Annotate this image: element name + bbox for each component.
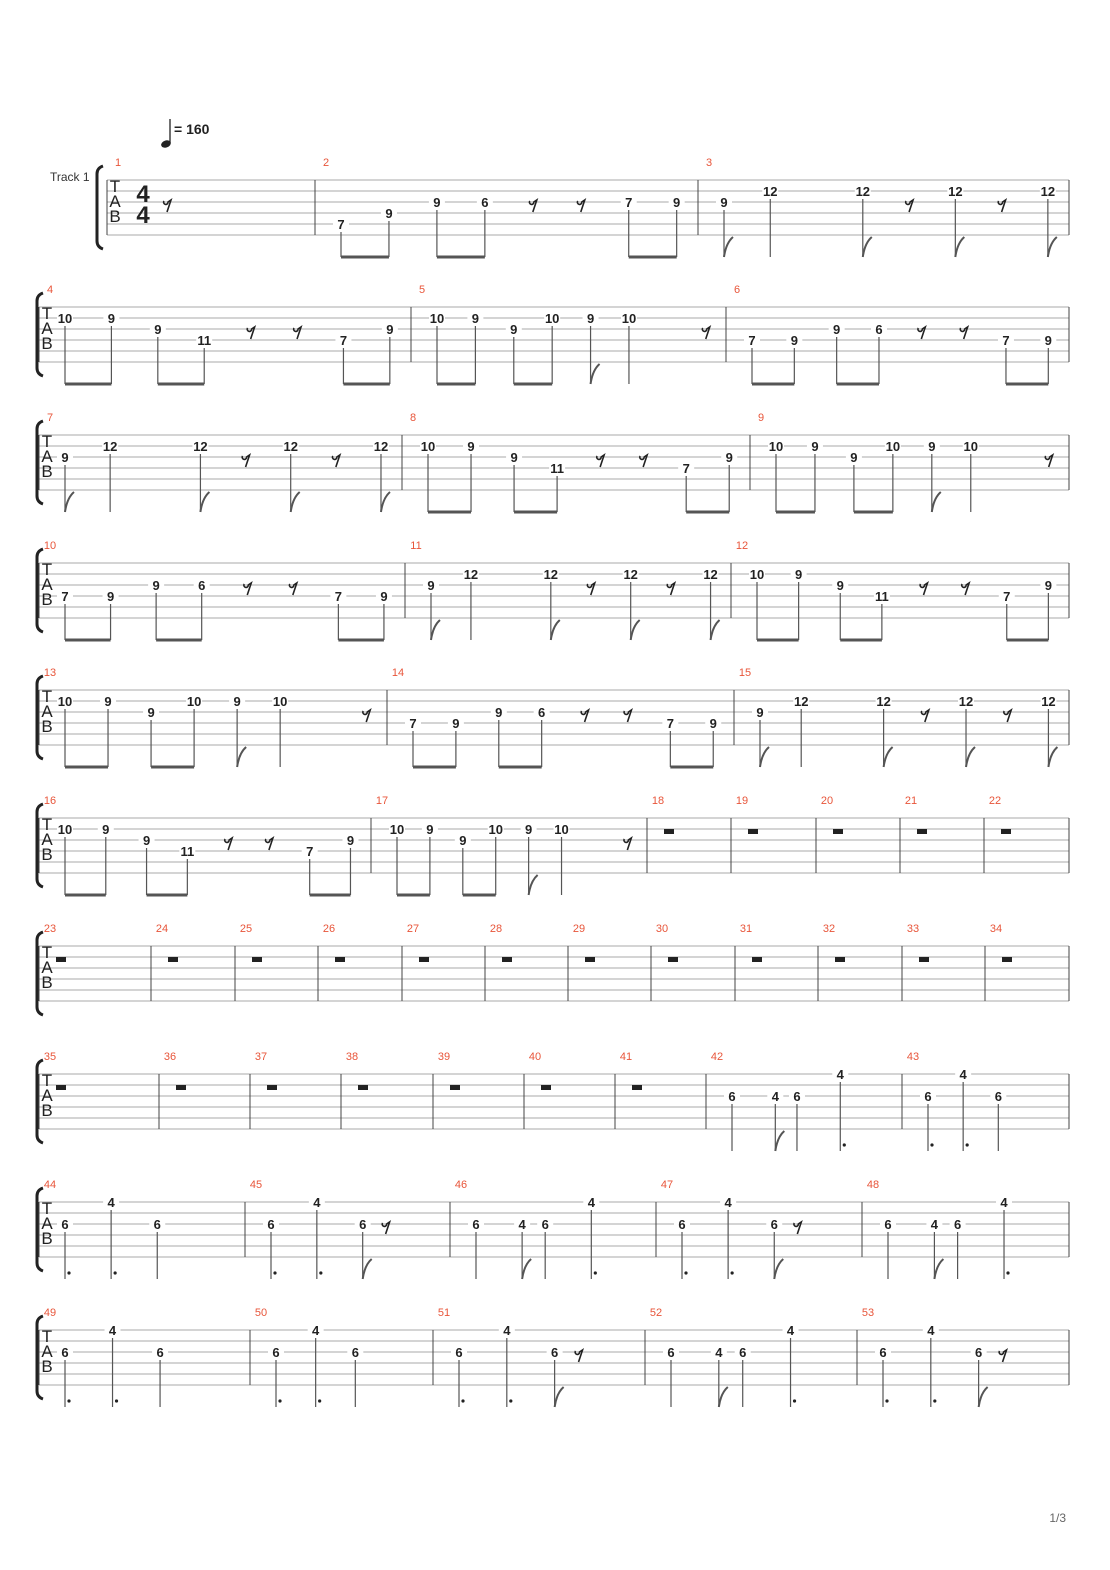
eighth-flag [711, 620, 720, 640]
eighth-flag [200, 492, 209, 512]
fret-number: 9 [346, 833, 355, 848]
tab-clef-letter: B [41, 334, 53, 353]
tab-clef-letter: B [41, 1101, 53, 1120]
fret-number: 12 [373, 439, 389, 454]
duration-dot [885, 1399, 888, 1402]
fret-number: 12 [193, 439, 208, 454]
rest-block [450, 1085, 460, 1090]
fret-number: 6 [770, 1217, 778, 1232]
tab-clef-letter: B [41, 462, 53, 481]
fret-number: 9 [427, 578, 435, 593]
fret-number: 6 [678, 1217, 686, 1232]
fret-number: 10 [420, 439, 436, 454]
fret-number: 10 [749, 567, 765, 582]
fret-number: 10 [272, 694, 288, 709]
measure-number: 51 [437, 1307, 451, 1319]
fret-number: 12 [876, 694, 891, 709]
fret-number: 9 [525, 822, 533, 837]
rest-block [168, 957, 178, 962]
fret-number: 9 [709, 716, 717, 731]
rest-block [585, 957, 595, 962]
measure-number: 43 [906, 1051, 920, 1063]
fret-number: 10 [554, 822, 569, 837]
fret-number: 12 [283, 439, 298, 454]
time-signature-denominator: 4 [136, 202, 150, 229]
system-bracket [97, 166, 103, 249]
measure-number: 28 [489, 923, 503, 935]
measure-number: 49 [43, 1307, 57, 1319]
fret-number: 9 [795, 567, 803, 582]
fret-number: 9 [467, 439, 475, 454]
duration-dot [67, 1271, 70, 1274]
eighth-flag [863, 237, 872, 257]
fret-number: 6 [156, 1345, 164, 1360]
duration-dot [594, 1271, 597, 1274]
eighth-flag [1048, 747, 1057, 767]
fret-number: 6 [541, 1217, 549, 1232]
measure-number: 41 [619, 1051, 633, 1063]
eighth-flag [760, 747, 769, 767]
fret-number: 6 [975, 1345, 983, 1360]
eighth-flag [551, 620, 560, 640]
measure-number: 16 [43, 795, 57, 807]
eighth-flag [381, 492, 390, 512]
fret-number: 10 [963, 439, 978, 454]
fret-number: 6 [61, 1217, 69, 1232]
fret-number: 7 [682, 461, 690, 476]
fret-number: 4 [518, 1217, 526, 1232]
eighth-flag [431, 620, 440, 640]
eighth-flag [291, 492, 300, 512]
eighth-flag [591, 364, 600, 384]
eighth-flag [237, 747, 246, 767]
measure-number: 3 [705, 157, 713, 169]
fret-number: 9 [833, 322, 841, 337]
fret-number: 9 [233, 694, 241, 709]
measure-number: 2 [322, 157, 330, 169]
rest-block [919, 957, 929, 962]
tab-clef-letter: B [41, 590, 53, 609]
duration-dot [966, 1143, 969, 1146]
measure-number: 53 [861, 1307, 875, 1319]
measure-number: 1 [114, 157, 122, 169]
duration-dot [273, 1271, 276, 1274]
eighth-flag [934, 1259, 943, 1279]
eighth-flag [979, 1387, 988, 1407]
fret-number: 9 [836, 578, 844, 593]
duration-dot [461, 1399, 464, 1402]
tab-clef-letter: A [41, 702, 53, 721]
tab-clef-letter: A [41, 1086, 53, 1105]
fret-number: 6 [793, 1089, 801, 1104]
rest-block [632, 1085, 642, 1090]
tab-clef-letter: B [41, 1357, 53, 1376]
fret-number: 6 [359, 1217, 367, 1232]
eighth-flag [719, 1387, 728, 1407]
fret-number: 9 [385, 206, 393, 221]
fret-number: 9 [154, 322, 162, 337]
tab-clef-letter: A [41, 958, 53, 977]
rest-block [541, 1085, 551, 1090]
rest-block [917, 829, 927, 834]
eighth-flag [529, 875, 538, 895]
fret-number: 6 [739, 1345, 747, 1360]
fret-number: 4 [313, 1195, 321, 1210]
measure-number: 17 [375, 795, 389, 807]
eighth-flag [774, 1259, 783, 1279]
tab-clef-letter: B [109, 207, 121, 226]
fret-number: 9 [426, 822, 434, 837]
tab-clef-letter: T [41, 1071, 53, 1090]
measure-number: 37 [254, 1051, 268, 1063]
fret-number: 9 [673, 195, 681, 210]
fret-number: 10 [186, 694, 202, 709]
measure-number: 21 [904, 795, 918, 807]
measure-number: 5 [418, 284, 426, 296]
eighth-flag [363, 1259, 372, 1279]
fret-number: 9 [586, 311, 595, 326]
fret-number: 9 [104, 694, 112, 709]
fret-number: 11 [550, 461, 564, 476]
rest-block [748, 829, 758, 834]
fret-number: 4 [108, 1323, 117, 1338]
rest-block [419, 957, 429, 962]
measure-number: 46 [454, 1179, 468, 1191]
measure-number: 33 [906, 923, 920, 935]
fret-number: 7 [339, 333, 348, 348]
track-name: Track 1 [50, 170, 90, 184]
fret-number: 9 [510, 450, 518, 465]
fret-number: 12 [703, 567, 718, 582]
fret-number: 7 [1002, 333, 1010, 348]
fret-number: 9 [850, 450, 858, 465]
rest-block [335, 957, 345, 962]
fret-number: 9 [1044, 333, 1052, 348]
rest-block [502, 957, 512, 962]
time-signature-numerator: 4 [136, 181, 150, 208]
fret-number: 6 [455, 1345, 463, 1360]
fret-number: 9 [790, 333, 798, 348]
measure-number: 24 [155, 923, 169, 935]
eighth-flag [724, 237, 733, 257]
eighth-flag [955, 237, 964, 257]
fret-number: 9 [720, 195, 728, 210]
fret-number: 7 [1003, 589, 1011, 604]
fret-number: 9 [386, 322, 394, 337]
rest-block [56, 1085, 66, 1090]
rest-block [668, 957, 678, 962]
fret-number: 4 [771, 1089, 779, 1104]
fret-number: 9 [142, 833, 151, 848]
fret-number: 4 [312, 1323, 320, 1338]
measure-number: 35 [43, 1051, 57, 1063]
measure-number: 34 [989, 923, 1003, 935]
fret-number: 10 [429, 311, 445, 326]
rest-block [1002, 957, 1012, 962]
measure-number: 40 [528, 1051, 542, 1063]
fret-number: 10 [57, 311, 73, 326]
tab-clef-letter: T [41, 432, 53, 451]
fret-number: 9 [811, 439, 819, 454]
fret-number: 9 [756, 705, 764, 720]
tempo-value: = 160 [174, 121, 210, 137]
fret-number: 4 [786, 1323, 795, 1338]
fret-number: 12 [623, 567, 638, 582]
tab-clef-letter: T [41, 1199, 53, 1218]
measure-number: 38 [345, 1051, 359, 1063]
tab-clef-letter: T [109, 177, 121, 196]
fret-number: 6 [351, 1345, 359, 1360]
fret-number: 4 [1000, 1195, 1008, 1210]
fret-number: 6 [953, 1217, 962, 1232]
fret-number: 7 [666, 716, 674, 731]
measure-number: 22 [988, 795, 1002, 807]
measure-number: 52 [649, 1307, 663, 1319]
fret-number: 6 [538, 705, 546, 720]
measure-number: 6 [733, 284, 741, 296]
rest-block [1001, 829, 1011, 834]
tab-clef-letter: T [41, 943, 53, 962]
duration-dot [933, 1399, 936, 1402]
fret-number: 9 [928, 439, 936, 454]
rest-block [252, 957, 262, 962]
fret-number: 9 [147, 705, 155, 720]
fret-number: 9 [452, 716, 460, 731]
fret-number: 6 [481, 195, 489, 210]
eighth-flag [555, 1387, 564, 1407]
page-number: 1/3 [1049, 1511, 1066, 1525]
fret-number: 12 [463, 567, 479, 582]
fret-number: 12 [1041, 694, 1056, 709]
fret-number: 6 [994, 1089, 1002, 1104]
eighth-flag [966, 747, 975, 767]
rest-block [267, 1085, 277, 1090]
fret-number: 10 [57, 694, 73, 709]
fret-number: 7 [306, 844, 314, 859]
eighth-flag [522, 1259, 531, 1279]
measure-number: 29 [572, 923, 586, 935]
rest-block [664, 829, 674, 834]
duration-dot [843, 1143, 846, 1146]
fret-number: 7 [409, 716, 417, 731]
duration-dot [67, 1399, 70, 1402]
fret-number: 10 [57, 822, 73, 837]
fret-number: 9 [1044, 578, 1052, 593]
measure-number: 32 [822, 923, 836, 935]
fret-number: 6 [884, 1217, 892, 1232]
eighth-flag [932, 492, 941, 512]
fret-number: 10 [389, 822, 405, 837]
duration-dot [319, 1271, 322, 1274]
measure-number: 31 [739, 923, 753, 935]
fret-number: 11 [875, 589, 889, 604]
measure-number: 11 [410, 540, 422, 552]
measure-number: 12 [735, 540, 749, 552]
tab-clef-letter: T [41, 1327, 53, 1346]
fret-number: 9 [471, 311, 480, 326]
measure-number: 9 [757, 412, 765, 424]
eighth-flag [1048, 237, 1057, 257]
fret-number: 12 [958, 694, 974, 709]
fret-number: 9 [152, 578, 160, 593]
fret-number: 6 [875, 322, 883, 337]
fret-number: 9 [102, 822, 110, 837]
tab-clef-letter: A [41, 575, 53, 594]
measure-number: 50 [254, 1307, 268, 1319]
tab-clef-letter: B [41, 1229, 53, 1248]
measure-number: 13 [43, 667, 57, 679]
fret-number: 4 [107, 1195, 115, 1210]
measure-number: 8 [409, 412, 417, 424]
fret-number: 6 [551, 1345, 559, 1360]
fret-number: 6 [153, 1217, 161, 1232]
tab-clef-letter: A [41, 1214, 53, 1233]
fret-number: 9 [459, 833, 467, 848]
duration-dot [318, 1399, 321, 1402]
tab-clef-letter: A [109, 192, 121, 211]
tab-clef-letter: A [41, 1342, 53, 1361]
tab-clef-letter: A [41, 447, 53, 466]
fret-number: 6 [667, 1345, 675, 1360]
duration-dot [509, 1399, 512, 1402]
fret-number: 12 [793, 694, 809, 709]
duration-dot [930, 1143, 933, 1146]
rest-block [176, 1085, 186, 1090]
fret-number: 6 [728, 1089, 736, 1104]
fret-number: 4 [587, 1195, 595, 1210]
fret-number: 10 [885, 439, 901, 454]
fret-number: 6 [879, 1345, 887, 1360]
fret-number: 4 [724, 1195, 732, 1210]
tab-clef-letter: T [41, 687, 53, 706]
measure-number: 47 [660, 1179, 674, 1191]
fret-number: 12 [543, 567, 559, 582]
measure-number: 39 [437, 1051, 451, 1063]
fret-number: 10 [544, 311, 560, 326]
fret-number: 11 [197, 333, 212, 348]
fret-number: 9 [433, 195, 441, 210]
rest-block [835, 957, 845, 962]
rest-block [833, 829, 843, 834]
duration-dot [684, 1271, 687, 1274]
fret-number: 4 [715, 1345, 723, 1360]
measure-number: 18 [651, 795, 665, 807]
tab-clef-letter: A [41, 830, 53, 849]
measure-number: 42 [710, 1051, 724, 1063]
measure-number: 20 [820, 795, 834, 807]
rest-block [358, 1085, 368, 1090]
measure-number: 45 [249, 1179, 263, 1191]
duration-dot [1006, 1271, 1009, 1274]
eighth-flag [775, 1131, 784, 1151]
fret-number: 12 [948, 184, 963, 199]
fret-number: 6 [61, 1345, 69, 1360]
tab-clef-letter: T [41, 815, 53, 834]
duration-dot [793, 1399, 796, 1402]
fret-number: 4 [503, 1323, 511, 1338]
fret-number: 4 [959, 1067, 967, 1082]
fret-number: 12 [763, 184, 778, 199]
tab-clef-letter: T [41, 560, 53, 579]
fret-number: 7 [337, 217, 345, 232]
measure-number: 15 [738, 667, 752, 679]
fret-number: 9 [380, 589, 388, 604]
tab-clef-letter: B [41, 717, 53, 736]
measure-number: 25 [239, 923, 253, 935]
tab-clef-letter: B [41, 845, 53, 864]
measure-number: 26 [322, 923, 336, 935]
measure-number: 14 [391, 667, 405, 679]
fret-number: 4 [927, 1323, 935, 1338]
fret-number: 10 [488, 822, 503, 837]
eighth-flag [65, 492, 74, 512]
measure-number: 27 [406, 923, 420, 935]
measure-number: 48 [866, 1179, 880, 1191]
fret-number: 6 [472, 1217, 480, 1232]
fret-number: 9 [107, 311, 116, 326]
eighth-flag [631, 620, 640, 640]
fret-number: 4 [930, 1217, 939, 1232]
fret-number: 7 [748, 333, 756, 348]
measure-number: 36 [163, 1051, 177, 1063]
fret-number: 7 [334, 589, 342, 604]
tab-clef-letter: A [41, 319, 53, 338]
fret-number: 6 [267, 1217, 275, 1232]
fret-number: 7 [61, 589, 69, 604]
duration-dot [115, 1399, 118, 1402]
measure-number: 30 [655, 923, 669, 935]
rest-block [752, 957, 762, 962]
fret-number: 12 [855, 184, 871, 199]
fret-number: 12 [102, 439, 118, 454]
fret-number: 11 [180, 844, 195, 859]
fret-number: 12 [1040, 184, 1056, 199]
fret-number: 9 [61, 450, 69, 465]
tab-clef-letter: B [41, 973, 53, 992]
measure-number: 7 [46, 412, 54, 424]
fret-number: 10 [768, 439, 784, 454]
fret-number: 6 [924, 1089, 932, 1104]
duration-dot [114, 1271, 117, 1274]
fret-number: 4 [836, 1067, 844, 1082]
fret-number: 10 [621, 311, 637, 326]
duration-dot [278, 1399, 281, 1402]
fret-number: 9 [510, 322, 518, 337]
measure-number: 23 [43, 923, 57, 935]
measure-number: 10 [43, 540, 57, 552]
fret-number: 9 [725, 450, 733, 465]
measure-number: 19 [735, 795, 749, 807]
fret-number: 9 [495, 705, 503, 720]
measure-number: 4 [46, 284, 54, 296]
duration-dot [731, 1271, 734, 1274]
fret-number: 9 [106, 589, 115, 604]
rest-block [56, 957, 66, 962]
eighth-flag [884, 747, 893, 767]
fret-number: 7 [625, 195, 633, 210]
fret-number: 6 [272, 1345, 280, 1360]
measure-number: 44 [43, 1179, 57, 1191]
tab-clef-letter: T [41, 304, 53, 323]
fret-number: 6 [198, 578, 206, 593]
